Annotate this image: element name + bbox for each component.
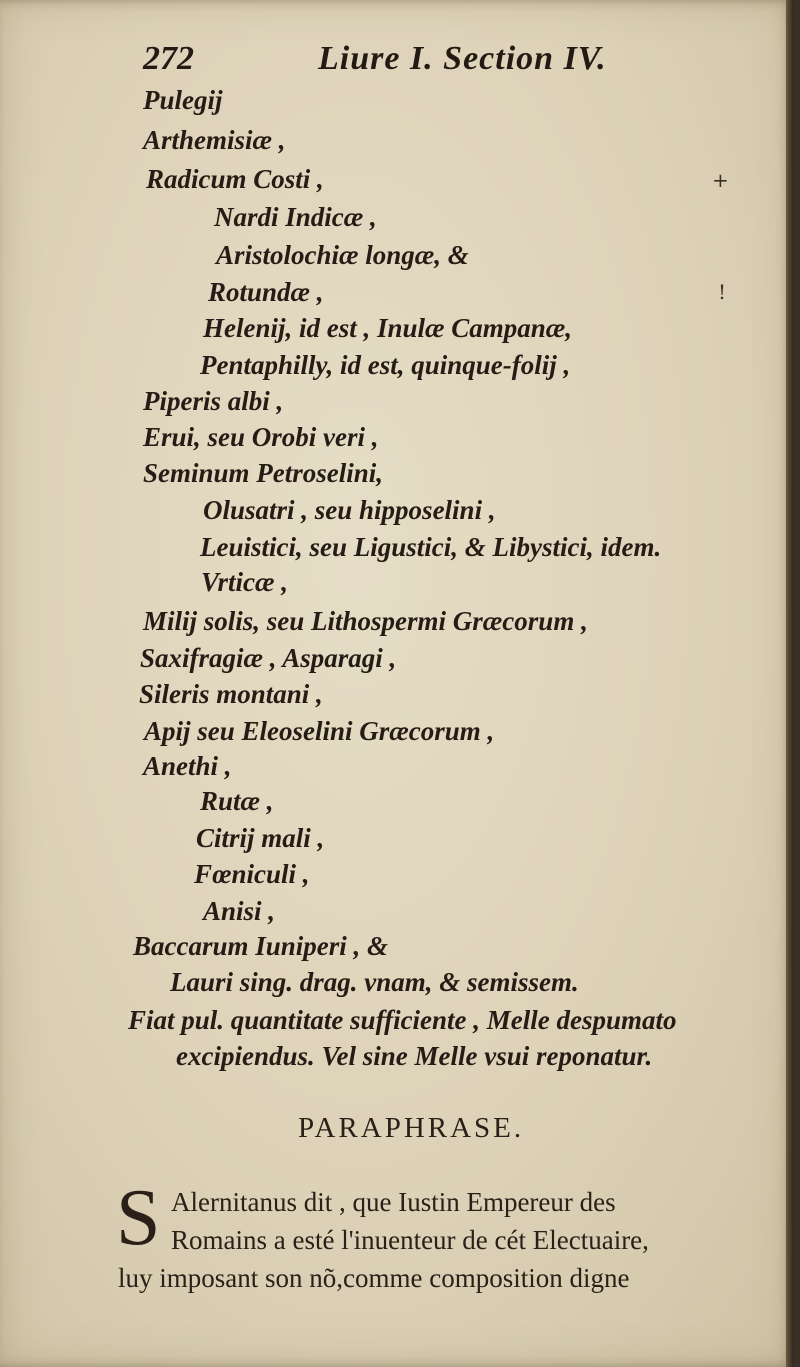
- paraphrase-line: Romains a esté l'inuenteur de cét Electuaire,: [171, 1225, 649, 1255]
- paraphrase-line: luy imposant son nõ,comme composition digne: [118, 1263, 630, 1293]
- recipe-line: Fœniculi ,: [194, 859, 310, 889]
- recipe-line: Leuistici, seu Ligustici, & Libystici, idem.: [200, 532, 662, 562]
- paraphrase-line: Alernitanus dit , que Iustin Empereur des: [171, 1187, 616, 1217]
- page-number: 272: [143, 40, 194, 77]
- margin-mark: +: [712, 168, 729, 192]
- recipe-line: Rotundæ ,: [208, 277, 324, 307]
- recipe-line: Olusatri , seu hipposelini ,: [203, 495, 496, 525]
- recipe-line: Baccarum Iuniperi , &: [133, 931, 389, 961]
- recipe-line: Radicum Costi ,: [146, 164, 324, 194]
- recipe-line: Erui, seu Orobi veri ,: [143, 422, 379, 452]
- recipe-line: Anethi ,: [143, 751, 232, 781]
- recipe-line: Fiat pul. quantitate sufficiente , Melle despumato: [128, 1005, 677, 1035]
- recipe-line: Sileris montani ,: [139, 679, 323, 709]
- margin-mark: !: [718, 280, 727, 304]
- recipe-line: Saxifragiæ , Asparagi ,: [140, 643, 397, 673]
- recipe-line: Aristolochiæ longæ, &: [216, 240, 469, 270]
- recipe-line: Pentaphilly, id est, quinque-folij ,: [200, 350, 571, 380]
- recipe-line: Apij seu Eleoselini Græcorum ,: [144, 716, 495, 746]
- recipe-line: excipiendus. Vel sine Melle vsui reponatur.: [176, 1041, 653, 1071]
- section-title: PARAPHRASE.: [298, 1112, 525, 1144]
- recipe-line: Milij solis, seu Lithospermi Græcorum ,: [143, 606, 588, 636]
- running-head: Liure I. Section IV.: [318, 40, 607, 77]
- recipe-line: Arthemisiæ ,: [143, 125, 286, 155]
- recipe-line: Nardi Indicæ ,: [214, 202, 377, 232]
- recipe-line: Pulegij: [143, 85, 223, 115]
- page-edge: [786, 0, 794, 1367]
- drop-cap: S: [116, 1174, 161, 1262]
- recipe-line: Rutæ ,: [200, 786, 274, 816]
- recipe-line: Citrij mali ,: [196, 823, 325, 853]
- recipe-line: Lauri sing. drag. vnam, & semissem.: [170, 967, 579, 997]
- recipe-line: Helenij, id est , Inulæ Campanæ,: [203, 313, 573, 343]
- recipe-line: Anisi ,: [203, 896, 276, 926]
- recipe-line: Seminum Petroselini,: [143, 458, 384, 488]
- recipe-line: Vrticæ ,: [201, 567, 289, 597]
- page-header: [0, 40, 794, 90]
- recipe-line: Piperis albi ,: [143, 386, 284, 416]
